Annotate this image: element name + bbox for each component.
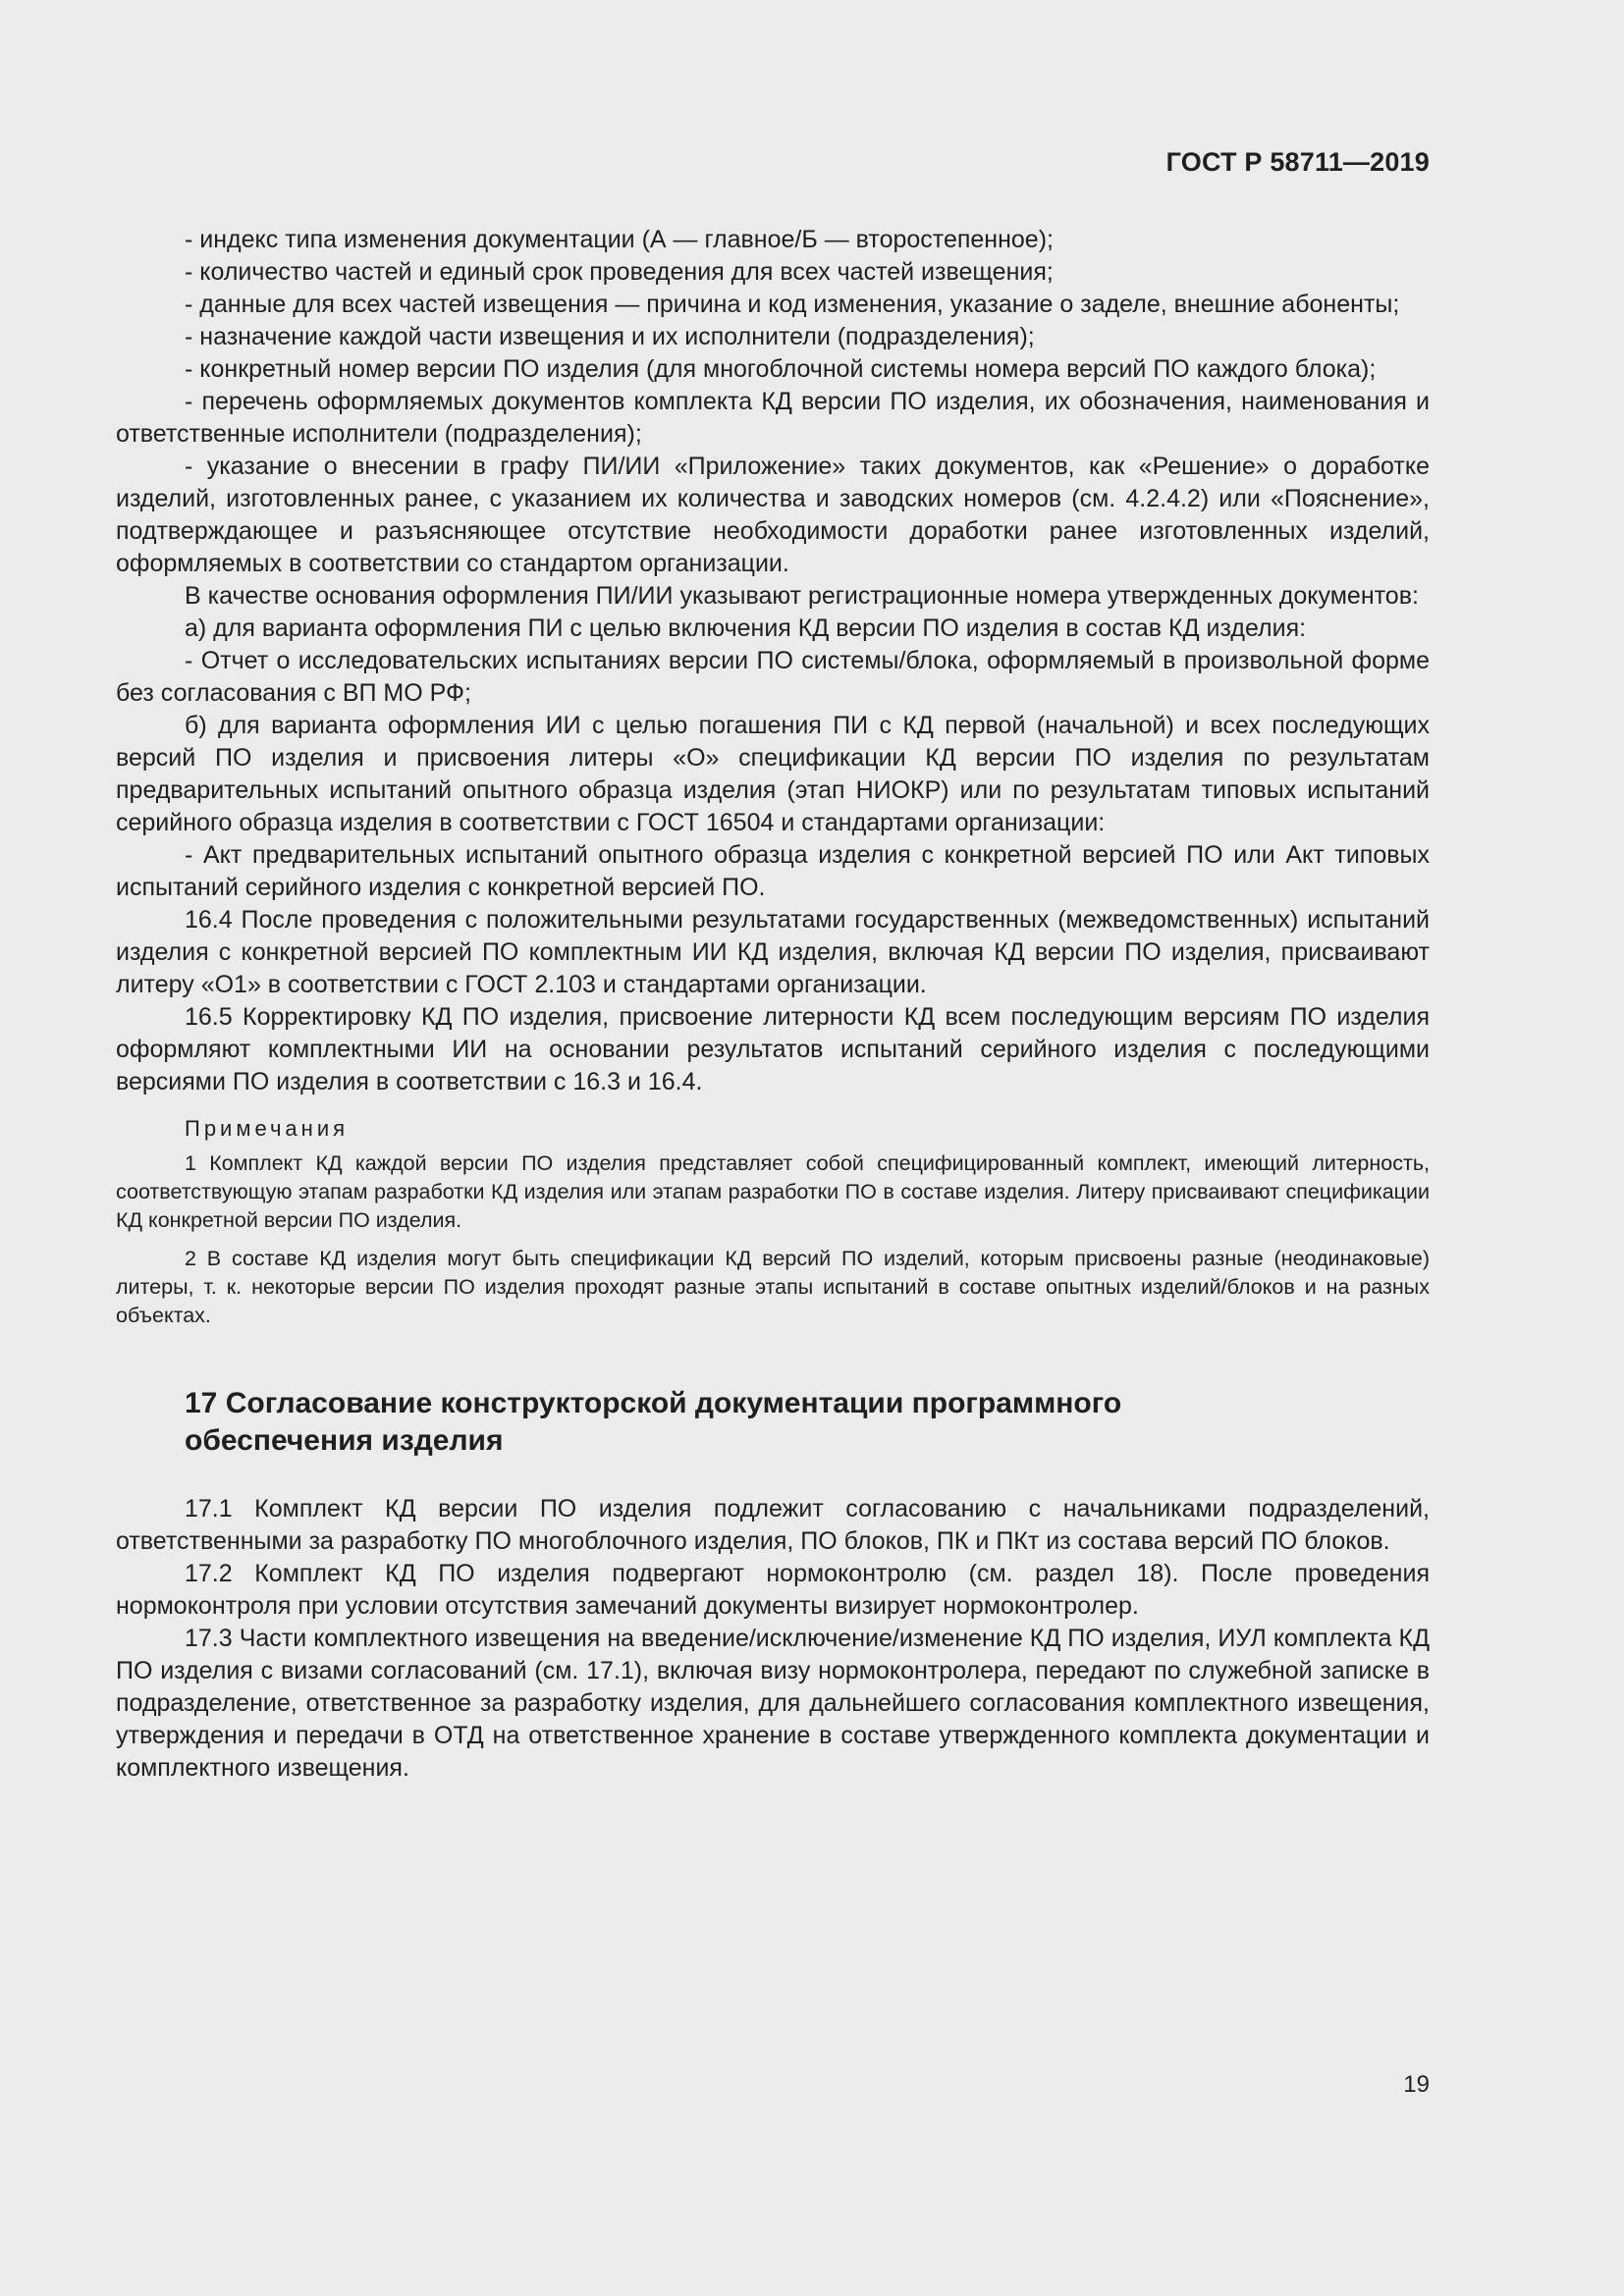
list-item-research-report: - Отчет о исследовательских испытаниях версии ПО системы/блока, оформляемый в произвольной форме без согласования с ВП МО РФ; (116, 647, 1430, 707)
list-item-documents-list: - перечень оформляемых документов комплекта КД версии ПО изделия, их обозначения, наименования и ответственные исполнители (подразделения); (116, 388, 1430, 448)
note-2: 2 В составе КД изделия могут быть спецификации КД версий ПО изделий, которым присвоены разные (неодинаковые) литеры, т. к. некоторые версии ПО изделия проходят разные этапы испытаний в составе опытных изделий/блоков и на разных объектах. (116, 1247, 1430, 1327)
list-item-version-number: - конкретный номер версии ПО изделия (для многоблочной системы номера версий ПО каждого блока); (185, 355, 1377, 383)
clause-16-4: 16.4 После проведения с положительными результатами государственных (межведомственных) испытаний изделия с конкретной версией ПО комплектным ИИ КД изделия, включая КД версии ПО изделия, присваивают литеру «О1» в соответствии с ГОСТ 2.103 и стандартами организации. (116, 906, 1430, 998)
page-content (116, 224, 1430, 1785)
section-17-heading-line2: обеспечения изделия (185, 1424, 504, 1457)
paragraph-variant-b: б) для варианта оформления ИИ с целью погашения ПИ с КД первой (начальной) и всех последующих версий ПО изделия и присвоения литеры «О» спецификации КД версии ПО изделия по результатам предварительных испытаний опытного образца изделия (этап НИОКР) или по результатам типовых испытаний серийного образца изделия в соответствии с ГОСТ 16504 и стандартами организации: (116, 712, 1430, 836)
clause-17-2: 17.2 Комплект КД ПО изделия подвергают нормоконтролю (см. раздел 18). После проведения нормоконтроля при условии отсутствия замечаний документы визирует нормоконтролер. (116, 1560, 1430, 1620)
list-item-parts-data: - данные для всех частей извещения — причина и код изменения, указание о заделе, внешние абоненты; (185, 291, 1400, 318)
list-item-test-act: - Акт предварительных испытаний опытного образца изделия с конкретной версией ПО или Акт типовых испытаний серийного изделия с конкретной версией ПО. (116, 841, 1430, 901)
list-item-parts-assignment: - назначение каждой части извещения и их исполнители (подразделения); (185, 323, 1035, 350)
list-item-parts-count: - количество частей и единый срок проведения для всех частей извещения; (185, 258, 1054, 286)
paragraph-basis: В качестве основания оформления ПИ/ИИ указывают регистрационные номера утвержденных документов: (185, 582, 1419, 610)
clause-17-1: 17.1 Комплект КД версии ПО изделия подлежит согласованию с начальниками подразделений, ответственными за разработку ПО многоблочного изделия, ПО блоков, ПК и ПКт из состава версий ПО блоков. (116, 1495, 1430, 1555)
section-17-heading (116, 1385, 1430, 1460)
page-header-code: ГОСТ Р 58711—2019 (1165, 147, 1430, 177)
paragraph-variant-a: а) для варианта оформления ПИ с целью включения КД версии ПО изделия в состав КД изделия: (185, 614, 1307, 642)
notes-title: Примечания (185, 1116, 350, 1141)
section-17-heading-line1: 17 Согласование конструкторской документации программного (185, 1387, 1122, 1419)
page-number: 19 (1403, 2071, 1430, 2098)
list-item-appendix-note: - указание о внесении в графу ПИ/ИИ «Приложение» таких документов, как «Решение» о доработке изделий, изготовленных ранее, с указанием их количества и заводских номеров (см. 4.2.4.2) или «Пояснение», подтверждающее и разъясняющее отсутствие необходимости доработки ранее изготовленных изделий, оформляемых в соответствии со стандартом организации. (116, 453, 1430, 577)
note-1: 1 Комплект КД каждой версии ПО изделия представляет собой специфицированный комплект, имеющий литерность, соответствующую этапам разработки КД изделия или этапам разработки ПО в составе изделия. Литеру присваивают спецификации КД конкретной версии ПО изделия. (116, 1151, 1430, 1232)
clause-16-5: 16.5 Корректировку КД ПО изделия, присвоение литерности КД всем последующим версиям ПО изделия оформляют комплектными ИИ на основании результатов испытаний серийного изделия с последующими версиями ПО изделия в соответствии с 16.3 и 16.4. (116, 1003, 1430, 1095)
list-item-change-type-index: - индекс типа изменения документации (А — главное/Б — второстепенное); (185, 226, 1054, 253)
clause-17-3: 17.3 Части комплектного извещения на введение/исключение/изменение КД ПО изделия, ИУЛ комплекта КД ПО изделия с визами согласований (см. 17.1), включая визу нормоконтролера, передают по служебной записке в подразделение, ответственное за разработку изделия, для дальнейшего согласования комплектного извещения, утверждения и передачи в ОТД на ответственное хранение в составе утвержденного комплекта документации и комплектного извещения. (116, 1625, 1430, 1782)
